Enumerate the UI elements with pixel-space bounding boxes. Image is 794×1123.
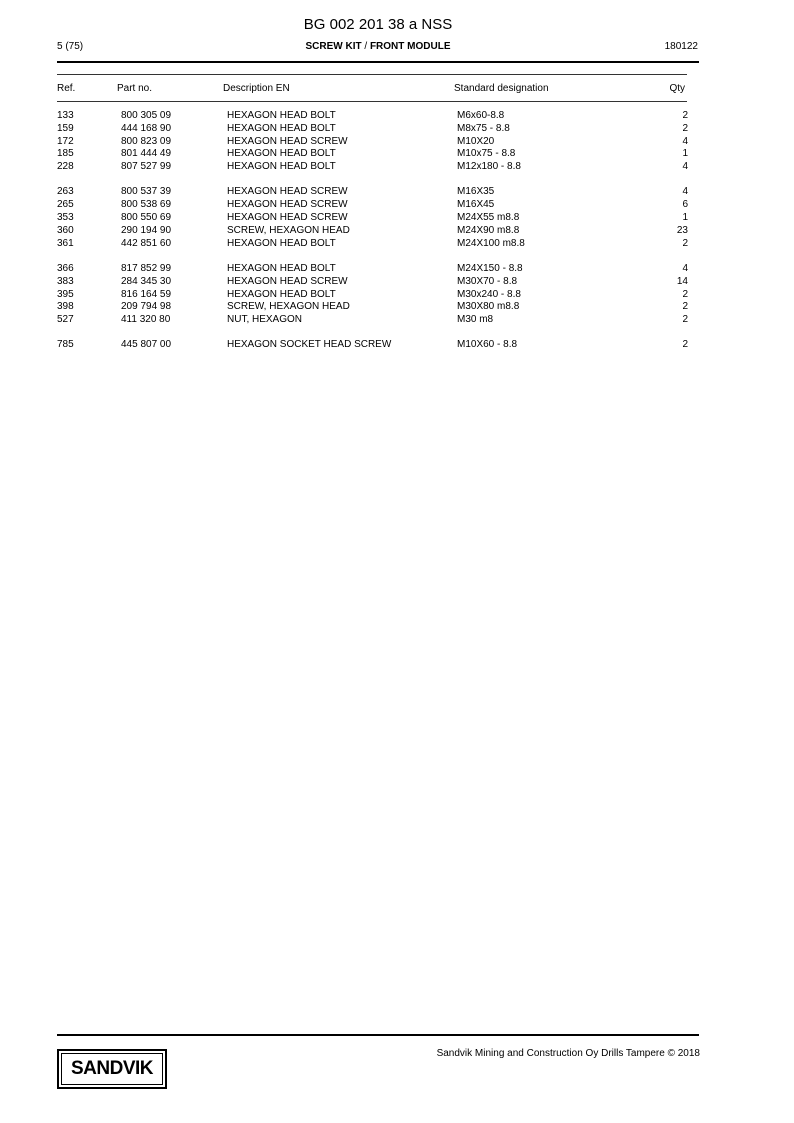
cell-standard: M30X80 m8.8 (457, 301, 520, 313)
cell-qty: 4 (682, 135, 688, 147)
cell-ref: 366 (57, 262, 74, 274)
cell-standard: M16X35 (457, 186, 495, 198)
cell-part-no: 209 794 98 (121, 301, 172, 313)
footer-rule (57, 1034, 699, 1036)
cell-standard: M12x180 - 8.8 (457, 161, 521, 173)
cell-standard: M10X20 (457, 135, 495, 147)
cell-part-no: 444 168 90 (121, 122, 172, 134)
logo-wordmark: SANDVIK (61, 1053, 163, 1085)
cell-part-no: 800 538 69 (121, 199, 172, 211)
table-row (0, 238, 794, 251)
cell-qty: 2 (682, 237, 688, 249)
sandvik-logo (57, 1049, 167, 1089)
cell-qty: 2 (682, 339, 688, 351)
cell-description: SCREW, HEXAGON HEAD (227, 301, 350, 313)
table-row (0, 289, 794, 302)
column-header-description: Description EN (223, 83, 290, 94)
cell-qty: 4 (682, 161, 688, 173)
cell-ref: 172 (57, 135, 74, 147)
header-rule (57, 61, 699, 63)
table-row (0, 110, 794, 123)
cell-qty: 23 (676, 224, 688, 236)
cell-part-no: 290 194 90 (121, 224, 172, 236)
table-row (0, 263, 794, 276)
cell-ref: 527 (57, 314, 74, 326)
table-row (0, 339, 794, 352)
cell-qty: 2 (682, 288, 688, 300)
cell-description: HEXAGON HEAD BOLT (227, 161, 336, 173)
cell-description: HEXAGON SOCKET HEAD SCREW (227, 339, 392, 351)
cell-description: HEXAGON HEAD SCREW (227, 199, 348, 211)
table-row (0, 136, 794, 149)
cell-standard: M30x240 - 8.8 (457, 288, 521, 300)
cell-ref: 360 (57, 224, 74, 236)
cell-description: HEXAGON HEAD BOLT (227, 237, 336, 249)
cell-qty: 1 (682, 148, 688, 160)
cell-part-no: 816 164 59 (121, 288, 172, 300)
cell-standard: M24X100 m8.8 (457, 237, 525, 249)
cell-ref: 185 (57, 148, 74, 160)
cell-part-no: 284 345 30 (121, 275, 172, 287)
table-row (0, 276, 794, 289)
cell-qty: 2 (682, 110, 688, 121)
cell-standard: M30 m8 (457, 314, 494, 326)
cell-part-no: 445 807 00 (121, 339, 172, 351)
cell-description: HEXAGON HEAD SCREW (227, 186, 348, 198)
cell-qty: 1 (682, 212, 688, 224)
column-header-rule (57, 101, 687, 102)
cell-qty: 2 (682, 301, 688, 313)
cell-part-no: 442 851 60 (121, 237, 172, 249)
cell-description: NUT, HEXAGON (227, 314, 303, 326)
table-top-rule (57, 74, 687, 75)
cell-standard: M24X90 m8.8 (457, 224, 520, 236)
cell-description: SCREW, HEXAGON HEAD (227, 224, 350, 236)
cell-ref: 228 (57, 161, 74, 173)
cell-part-no: 817 852 99 (121, 262, 172, 274)
cell-standard: M16X45 (457, 199, 495, 211)
cell-ref: 395 (57, 288, 74, 300)
table-row (0, 148, 794, 161)
table-row (0, 186, 794, 199)
cell-ref: 398 (57, 301, 74, 313)
cell-description: HEXAGON HEAD SCREW (227, 135, 348, 147)
table-row (0, 199, 794, 212)
cell-description: HEXAGON HEAD SCREW (227, 275, 348, 287)
cell-description: HEXAGON HEAD BOLT (227, 110, 336, 121)
cell-standard: M30X70 - 8.8 (457, 275, 518, 287)
document-id: BG 002 201 38 a NSS (303, 16, 453, 33)
cell-ref: 383 (57, 275, 74, 287)
cell-qty: 14 (676, 275, 688, 287)
table-row (0, 123, 794, 136)
cell-part-no: 800 537 39 (121, 186, 172, 198)
cell-ref: 353 (57, 212, 74, 224)
cell-ref: 361 (57, 237, 74, 249)
cell-standard: M10X60 - 8.8 (457, 339, 518, 351)
cell-part-no: 800 823 09 (121, 135, 172, 147)
table-row (0, 212, 794, 225)
cell-ref: 265 (57, 199, 74, 211)
cell-qty: 2 (682, 314, 688, 326)
column-header-qty: Qty (669, 83, 685, 94)
cell-ref: 263 (57, 186, 74, 198)
cell-ref: 133 (57, 110, 74, 121)
cell-standard: M6x60-8.8 (457, 110, 505, 121)
table-row (0, 301, 794, 314)
cell-description: HEXAGON HEAD BOLT (227, 122, 336, 134)
column-header-ref: Ref. (57, 83, 76, 94)
table-row (0, 225, 794, 238)
cell-part-no: 800 305 09 (121, 110, 172, 121)
cell-qty: 4 (682, 186, 688, 198)
cell-description: HEXAGON HEAD BOLT (227, 148, 336, 160)
table-row (0, 161, 794, 174)
cell-part-no: 800 550 69 (121, 212, 172, 224)
subtitle-kit: SCREW KIT (305, 41, 362, 52)
document-date: 180122 (664, 41, 698, 52)
cell-ref: 159 (57, 122, 74, 134)
cell-standard: M10x75 - 8.8 (457, 148, 516, 160)
cell-ref: 785 (57, 339, 74, 351)
subtitle-separator: / (361, 41, 370, 52)
footer-copyright: Sandvik Mining and Construction Oy Drills Tampere © 2018 (436, 1048, 700, 1059)
cell-part-no: 807 527 99 (121, 161, 172, 173)
cell-standard: M24X150 - 8.8 (457, 262, 523, 274)
column-header-standard: Standard designation (454, 83, 549, 94)
cell-qty: 6 (682, 199, 688, 211)
cell-description: HEXAGON HEAD BOLT (227, 262, 336, 274)
cell-standard: M24X55 m8.8 (457, 212, 520, 224)
cell-description: HEXAGON HEAD SCREW (227, 212, 348, 224)
page-number: 5 (75) (57, 41, 84, 52)
cell-qty: 4 (682, 262, 688, 274)
column-header-part-no: Part no. (117, 83, 153, 94)
parts-table-body (0, 110, 794, 352)
cell-part-no: 411 320 80 (121, 314, 171, 326)
cell-standard: M8x75 - 8.8 (457, 122, 510, 134)
cell-part-no: 801 444 49 (121, 148, 172, 160)
table-row (0, 314, 794, 327)
document-subtitle (0, 41, 756, 52)
cell-qty: 2 (682, 122, 688, 134)
cell-description: HEXAGON HEAD BOLT (227, 288, 336, 300)
subtitle-module: FRONT MODULE (369, 41, 451, 52)
